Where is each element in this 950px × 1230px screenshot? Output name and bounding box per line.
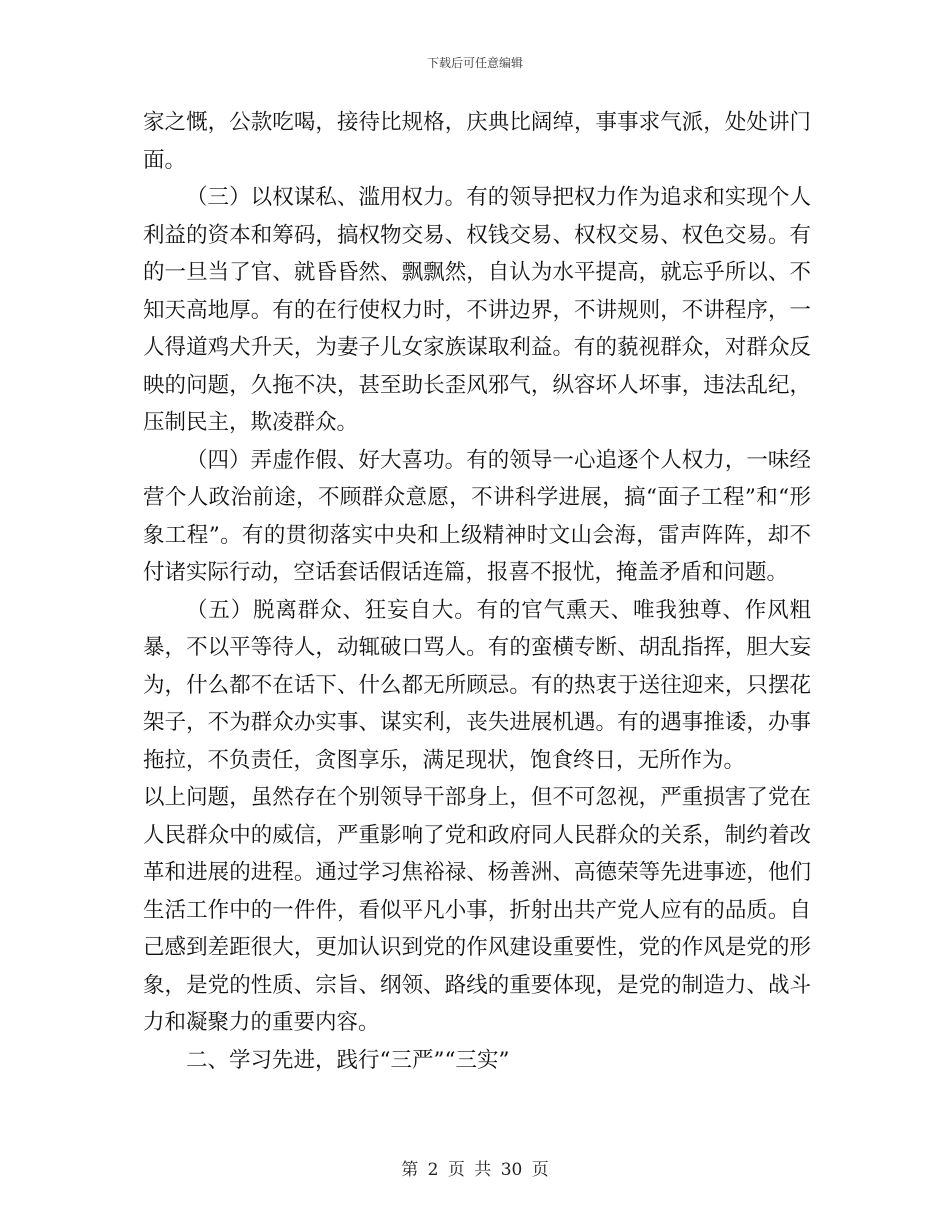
paragraph-summary: 以上问题，虽然存在个别领导干部身上，但不可忽视，严重损害了党在人民群众中的威信，严重影响了党和政府同人民群众的关系，制约着改革和进展的进程。通过学习焦裕禄、杨善洲、高德荣等先进事迹，他们生活工作中的一件件，看似平凡小事，折射出共产党人应有的品质。自己感到差距很大，更加认识到党的作风建设重要性，党的作风是党的形象，是党的性质、宗旨、纲领、路线的重要体现，是党的制造力、战斗力和凝聚力的重要内容。: [143, 785, 811, 1035]
paragraph-section-3: （三）以权谋私、滥用权力。有的领导把权力作为追求和实现个人利益的资本和筹码，搞权物交易、权钱交易、权权交易、权色交易。有的一旦当了官、就昏昏然、飘飘然，自认为水平提高，就忘乎所以、不知天高地厚。有的在行使权力时，不讲边界，不讲规则，不讲程序，一人得道鸡犬升天，为妻子儿女家族谋取利益。有的藐视群众，对群众反映的问题，久拖不决，甚至助长歪风邪气，纵容坏人坏事，违法乱纪，压制民主，欺凌群众。: [143, 185, 811, 435]
page-header-note: 下载后可任意编辑: [426, 56, 523, 70]
paragraph-section-5: （五）脱离群众、狂妄自大。有的官气熏天、唯我独尊、作风粗暴，不以平等待人，动辄破口骂人。有的蛮横专断、胡乱指挥，胆大妄为，什么都不在话下、什么都无所顾忌。有的热衷于送往迎来，只摆花架子，不为群众办实事、谋实利，丧失进展机遇。有的遇事推诿，办事拖拉，不负责任，贪图享乐，满足现状，饱食终日，无所作为。: [143, 597, 811, 773]
paragraph-section-4: （四）弄虚作假、好大喜功。有的领导一心追逐个人权力，一味经营个人政治前途，不顾群众意愿，不讲科学进展，搞“面子工程”和“形象工程”。有的贯彻落实中央和上级精神时文山会海，雷声阵阵，却不付诸实际行动，空话套话假话连篇，报喜不报忧，掩盖矛盾和问题。: [143, 447, 811, 585]
section-heading-2: 二、学习先进，践行“三严”“三实”: [186, 1047, 510, 1073]
page-number: 第 2 页 共 30 页: [401, 1160, 549, 1180]
paragraph-continuation: 家之慨，公款吃喝，接待比规格，庆典比阔绰，事事求气派，处处讲门面。: [143, 110, 811, 173]
document-body: [143, 104, 811, 1079]
